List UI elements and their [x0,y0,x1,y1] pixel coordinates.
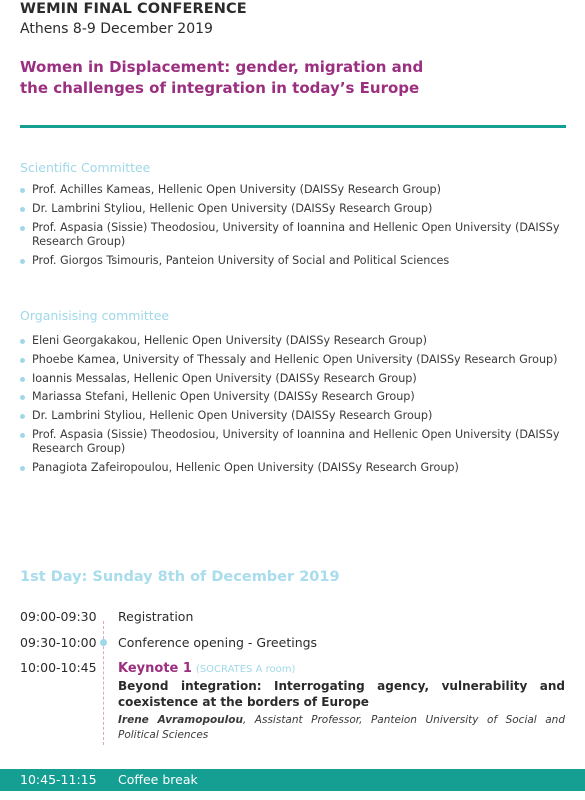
slot-event-registration: Registration [118,609,194,624]
bullet-icon [20,207,25,212]
keynote-talk-title: Beyond integration: Interrogating agency, vulnerability and coexistence at the borders of Europe [118,679,565,709]
conference-title: WEMIN FINAL CONFERENCE [20,1,247,17]
bullet-icon [20,377,25,382]
coffee-break-time: 10:45-11:15 [20,772,97,787]
bullet-icon [20,188,25,193]
list-item: Panagiota Zafeiropoulou, Hellenic Open University (DAISSy Research Group) [20,461,570,476]
title-divider [20,125,566,128]
scientific-committee-list [20,183,570,273]
organising-committee-heading: Organisising committee [20,308,170,323]
slot-time-opening: 09:30-10:00 [20,635,97,650]
scientific-committee-heading: Scientific Committee [20,160,151,175]
bullet-icon [20,226,25,231]
list-item: Prof. Aspasia (Sissie) Theodosiou, University of Ioannina and Hellenic Open University (DAISSy Research Group) [20,428,570,457]
keynote-room: (SOCRATES A room) [195,664,296,675]
timeline-dot-icon [100,639,107,646]
main-title: Women in Displacement: gender, migration and the challenges of integration in today’s Europe [20,58,424,97]
list-item: Prof. Aspasia (Sissie) Theodosiou, University of Ioannina and Hellenic Open University (DAISSy Research Group) [20,221,570,250]
list-item: Prof. Giorgos Tsimouris, Panteion University of Social and Political Sciences [20,254,570,269]
bullet-icon [20,433,25,438]
speaker-role: , Assistant Professor, Panteion University of Social and Political Sciences [118,714,565,741]
keynote-speaker [118,713,565,742]
keynote-label: Keynote 1 [118,661,192,676]
list-item: Phoebe Kamea, University of Thessaly and Hellenic Open University (DAISSy Research Group) [20,353,570,368]
bullet-icon [20,466,25,471]
coffee-break-label: Coffee break [118,772,198,787]
slot-event-opening: Conference opening - Greetings [118,635,318,650]
list-item: Ioannis Messalas, Hellenic Open University (DAISSy Research Group) [20,372,570,387]
bullet-icon [20,259,25,264]
organising-committee-list [20,334,570,480]
bullet-icon [20,358,25,363]
day-heading: 1st Day: Sunday 8th of December 2019 [20,569,340,585]
bullet-icon [20,414,25,419]
list-item: Dr. Lambrini Styliou, Hellenic Open University (DAISSy Research Group) [20,202,570,217]
list-item: Dr. Lambrini Styliou, Hellenic Open University (DAISSy Research Group) [20,409,570,424]
keynote-header [118,660,295,676]
coffee-break-bar [0,769,585,791]
list-item: Mariassa Stefani, Hellenic Open University (DAISSy Research Group) [20,390,570,405]
list-item: Prof. Achilles Kameas, Hellenic Open University (DAISSy Research Group) [20,183,570,198]
conference-location-date: Athens 8-9 December 2019 [20,21,213,37]
speaker-name: Irene Avramopoulou [118,714,243,726]
slot-time-registration: 09:00-09:30 [20,609,97,624]
slot-time-keynote: 10:00-10:45 [20,660,97,675]
bullet-icon [20,395,25,400]
list-item: Eleni Georgakakou, Hellenic Open University (DAISSy Research Group) [20,334,570,349]
bullet-icon [20,339,25,344]
